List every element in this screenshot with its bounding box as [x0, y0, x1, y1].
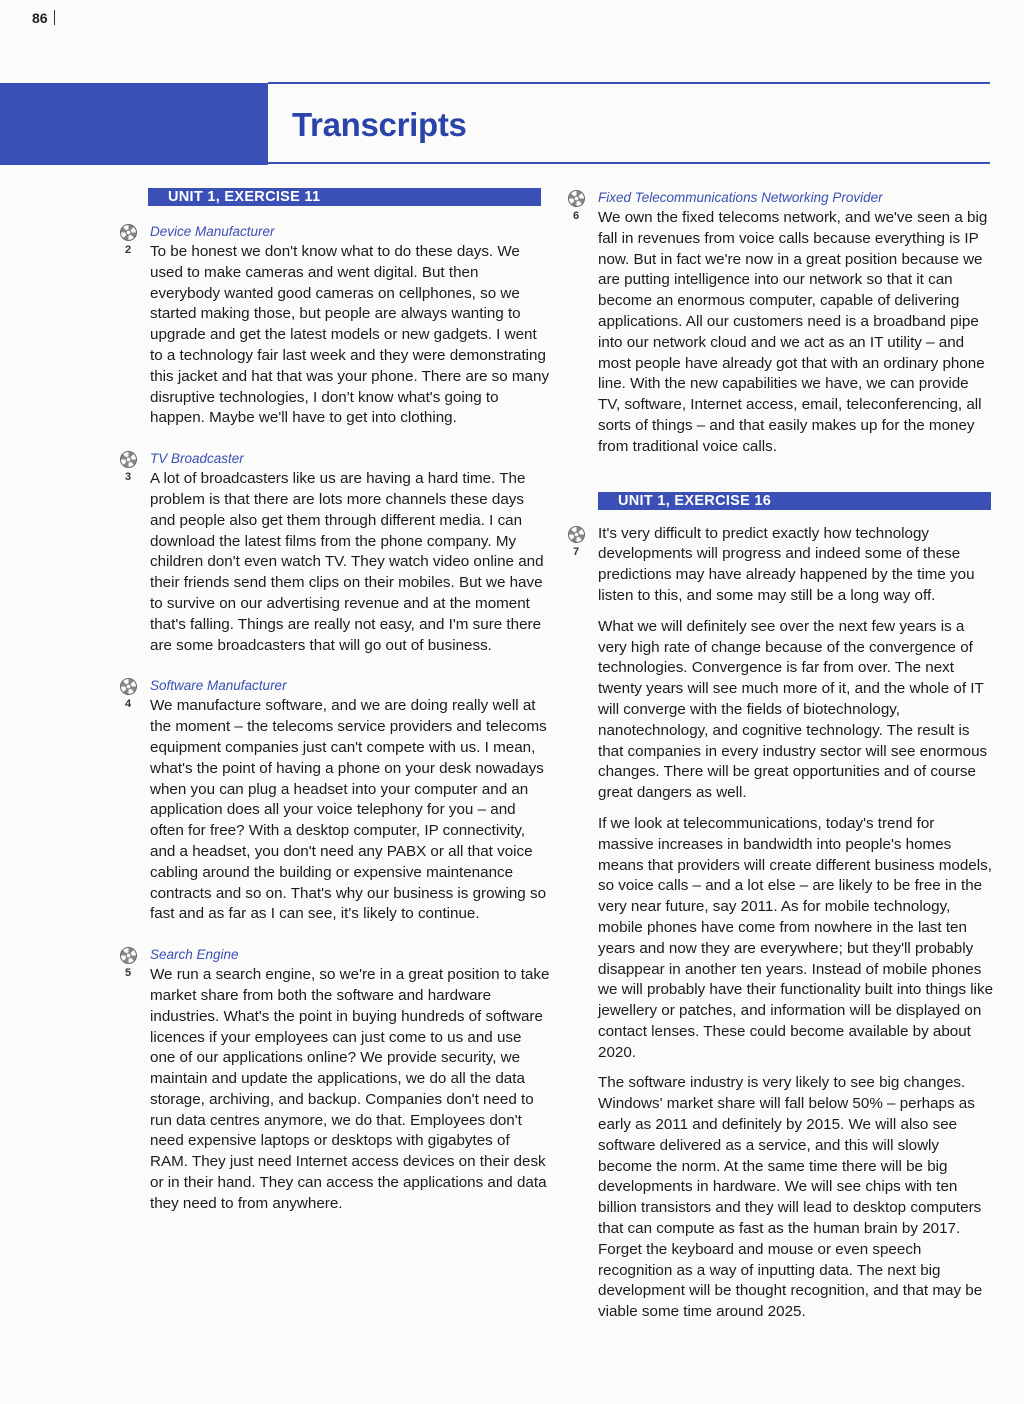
track-number: 2: [124, 244, 132, 256]
track-marker: [118, 451, 138, 483]
track-number: 4: [124, 698, 132, 711]
transcript-paragraph: The software industry is very likely to see big changes. Windows' market share will fall below 50% – perhaps as early as 2011 and definitely by 2015. We will also see software delivered as a service, and this will slowly become the norm. At the same time there will be big developments in hardware. We will see chips with ten billion transistors and they will lead to desktop computers that can compute as fast as the human brain by 2017. Forget the keyboard and mouse or even speech recognition as a way of inputting data. The next big development will be thought recognition, and that may be viable some time around 2025.: [598, 1074, 983, 1321]
speaker-label: Software Manufacturer: [150, 678, 287, 694]
speaker-label: TV Broadcaster: [150, 451, 244, 467]
exercise-heading-11: UNIT 1, EXERCISE 11: [148, 188, 541, 206]
header-color-band: [0, 83, 268, 165]
left-column: [118, 188, 550, 1215]
transcript-text: We manufacture software, and we are doing really well at the moment – the telecoms service providers and telecoms equipment companies just can't compete with us. I mean, what's the point of having a phone on your desk nowadays when you can plug a headset into your computer and an application does all your voice telephony for you – and often for free? With a desktop computer, IP connectivity, and a headset, you don't need any PABX or all that voice cabling around the building or expensive maintenance contracts and so on. That's why our business is growing so fast and as far as I can see, it's likely to continue.: [150, 697, 547, 923]
page-number: [32, 10, 55, 26]
transcript-paragraph: If we look at telecommunications, today's trend for massive increases in bandwidth into people's homes means that providers will create different business models, so voice calls – and a lot else – are likely to be free in the very near future, say 2011. As for mobile technology, mobile phones have come from nowhere in the last ten years and now they are everywhere; but they'll probably disappear in another ten years. Instead of mobile phones we will probably have their functionality built into things like jewellery or patches, and information will be displayed on contact lenses. These could become available by about 2020.: [598, 814, 994, 1061]
speaker-label: Device Manufacturer: [150, 224, 275, 239]
transcript-section-software-manufacturer: [118, 676, 550, 925]
right-column: [566, 188, 994, 1323]
cd-icon: [568, 190, 585, 207]
track-marker: [118, 678, 138, 710]
header-rule-bottom: [268, 162, 990, 164]
track-marker: [118, 947, 138, 979]
header-rule-top: [268, 82, 990, 84]
track-number: 6: [572, 210, 580, 222]
speaker-label: Search Engine: [150, 947, 239, 963]
cd-icon: [120, 451, 137, 468]
transcript-paragraph: What we will definitely see over the next few years is a very high rate of change because of the convergence of technologies. Convergence is far from over. The next twenty years will see much more of it, and the whole of IT will converge with the fields of biotechnology, nanotechnology, and cognitive technology. The result is that companies in every industry sector will see enormous changes. There will be great opportunities and of course great dangers as well.: [598, 617, 988, 802]
transcript-section-tv-broadcaster: [118, 449, 550, 656]
transcript-text: We own the fixed telecoms network, and we've seen a big fall in revenues from voice calls because everything is IP now. But in fact we're now in a great position because we are putting intelligence into our network so that it can become an enormous computer, capable of delivering applications. All our customers need is a broadband pipe into our network cloud and we act as an IT utility – and most people have already got that with an ordinary phone line. With the new capabilities we have, we can provide TV, software, Internet access, email, teleconferencing, all sorts of things – and that easily makes up for the money from traditional voice calls.: [598, 209, 988, 455]
page-number-divider: [54, 10, 56, 25]
page-number-text: 86: [32, 10, 48, 26]
track-marker: [566, 190, 586, 222]
track-number: 3: [124, 471, 132, 484]
exercise-heading-16: UNIT 1, EXERCISE 16: [598, 492, 991, 510]
transcript-text: A lot of broadcasters like us are having a hard time. The problem is that there are lots more channels these days and people also get them through different media. I can download the latest films from the phone company. My children don't even watch TV. They watch video online and their friends send them clips on their mobiles. But we have to survive on our advertising revenue and at the moment that's falling. Things are really not easy, and I'm sure there are some broadcasters that will go out of business.: [150, 470, 544, 654]
transcript-section-fixed-telecoms: [566, 188, 994, 458]
cd-icon: [120, 678, 137, 695]
speaker-label: Fixed Telecommunications Networking Provider: [598, 190, 883, 205]
cd-icon: [120, 224, 137, 241]
cd-icon: [568, 526, 585, 543]
track-number: 7: [572, 545, 580, 558]
track-number: 5: [124, 967, 132, 980]
cd-icon: [120, 947, 137, 964]
page-title: Transcripts: [292, 106, 467, 143]
transcript-text: We run a search engine, so we're in a great position to take market share from both the software and hardware industries. What's the point in buying hundreds of software licences if your employees can just come to us and use one of our applications online? We provide security, we maintain and update the applications, we do all the data storage, archiving, and backup. Companies don't need to run data centres anymore, we do that. Employees don't need expensive laptops or desktops with gigabytes of RAM. They just need Internet access devices on their desk or in their hand. They can access the applications and data they need to from anywhere.: [150, 966, 550, 1212]
transcript-paragraph: It's very difficult to predict exactly how technology developments will progress and indeed some of these predictions may have already happened by the time you listen to this, and some may still be a long way off.: [598, 524, 975, 604]
transcript-text: To be honest we don't know what to do these days. We used to make cameras and went digital. But then everybody wanted good cameras on cellphones, so we started making those, but people are always wanting to upgrade and get the latest models or new gadgets. I went to a technology fair last week and they were demonstrating this jacket and hat that was your phone. There are so many disruptive technologies, I don't know what's going to happen. Maybe we'll have to get into clothing.: [150, 243, 550, 427]
transcript-section-device-manufacturer: [118, 222, 550, 429]
transcript-section-exercise-16: [566, 524, 994, 1323]
track-marker: [566, 526, 586, 558]
transcript-section-search-engine: [118, 945, 550, 1215]
track-marker: [118, 224, 138, 256]
